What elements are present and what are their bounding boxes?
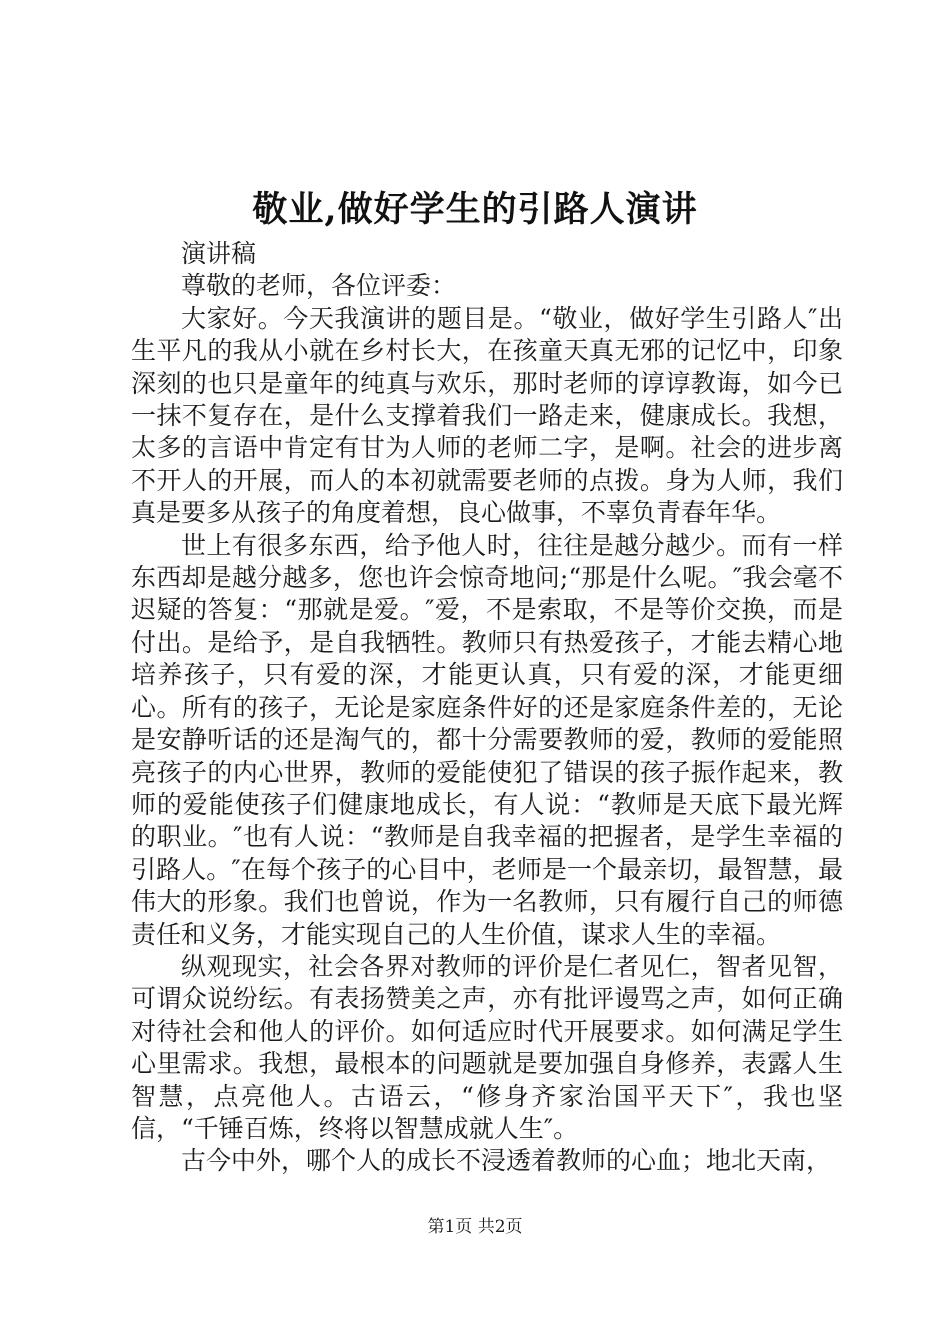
document-title: 敬业,做好学生的引路人演讲 bbox=[252, 189, 698, 230]
paragraph-label: 演讲稿 bbox=[181, 239, 257, 268]
paragraph-love: 世上有很多东西，给予他人时，往往是越分越少。而有一样东西却是越分越多，您也许会惊奇地问;“那是什么呢。″我会毫不迟疑的答复：“那就是爱。″爱，不是索取，不是等价交换，而是付出。是给予，是自我牺牲。教师只有热爱孩子，才能去精心地培养孩子，只有爱的深，才能更认真，只有爱的深，才能更细心。所有的孩子，无论是家庭条件好的还是家庭条件差的，无论是安静听话的还是淘气的，都十分需要教师的爱，教师的爱能照亮孩子的内心世界，教师的爱能使犯了错误的孩子振作起来，教师的爱能使孩子们健康地成长，有人说：“教师是天底下最光辉的职业。″也有人说：“教师是自我幸福的把握者，是学生幸福的引路人。″在每个孩子的心目中，老师是一个最亲切，最智慧，最伟大的形象。我们也曾说，作为一名教师，只有履行自己的师德责任和义务，才能实现自己的人生价值，谋求人生的幸福。 bbox=[131, 530, 843, 949]
paragraph-salutation: 尊敬的老师，各位评委： bbox=[181, 271, 457, 301]
page-footer: 第1页 共2页 bbox=[427, 1217, 523, 1237]
paragraph-reality: 纵观现实，社会各界对教师的评价是仁者见仁，智者见智，可谓众说纷纭。有表扬赞美之声，亦有批评谩骂之声，如何正确对待社会和他人的评价。如何适应时代开展要求。如何满足学生心里需求。我想，最根本的问题就是要加强自身修养，表露人生智慧，点亮他人。古语云，“修身齐家治国平天下″，我也坚信，“千锤百炼，终将以智慧成就人生″。 bbox=[131, 951, 843, 1143]
paragraph-history: 古今中外，哪个人的成长不浸透着教师的心血；地北天南， bbox=[181, 1146, 832, 1176]
document-body bbox=[131, 238, 843, 1178]
paragraph-intro: 大家好。今天我演讲的题目是。“敬业，做好学生引路人″出生平凡的我从小就在乡村长大，在孩童天真无邪的记忆中，印象深刻的也只是童年的纯真与欢乐，那时老师的谆谆教诲，如今已一抹不复存在，是什么支撑着我们一路走来，健康成长。我想，太多的言语中肯定有甘为人师的老师二字，是啊。社会的进步离不开人的开展，而人的本初就需要老师的点拨。身为人师，我们真是要多从孩子的角度着想，良心做事，不辜负青春年华。 bbox=[131, 303, 843, 528]
